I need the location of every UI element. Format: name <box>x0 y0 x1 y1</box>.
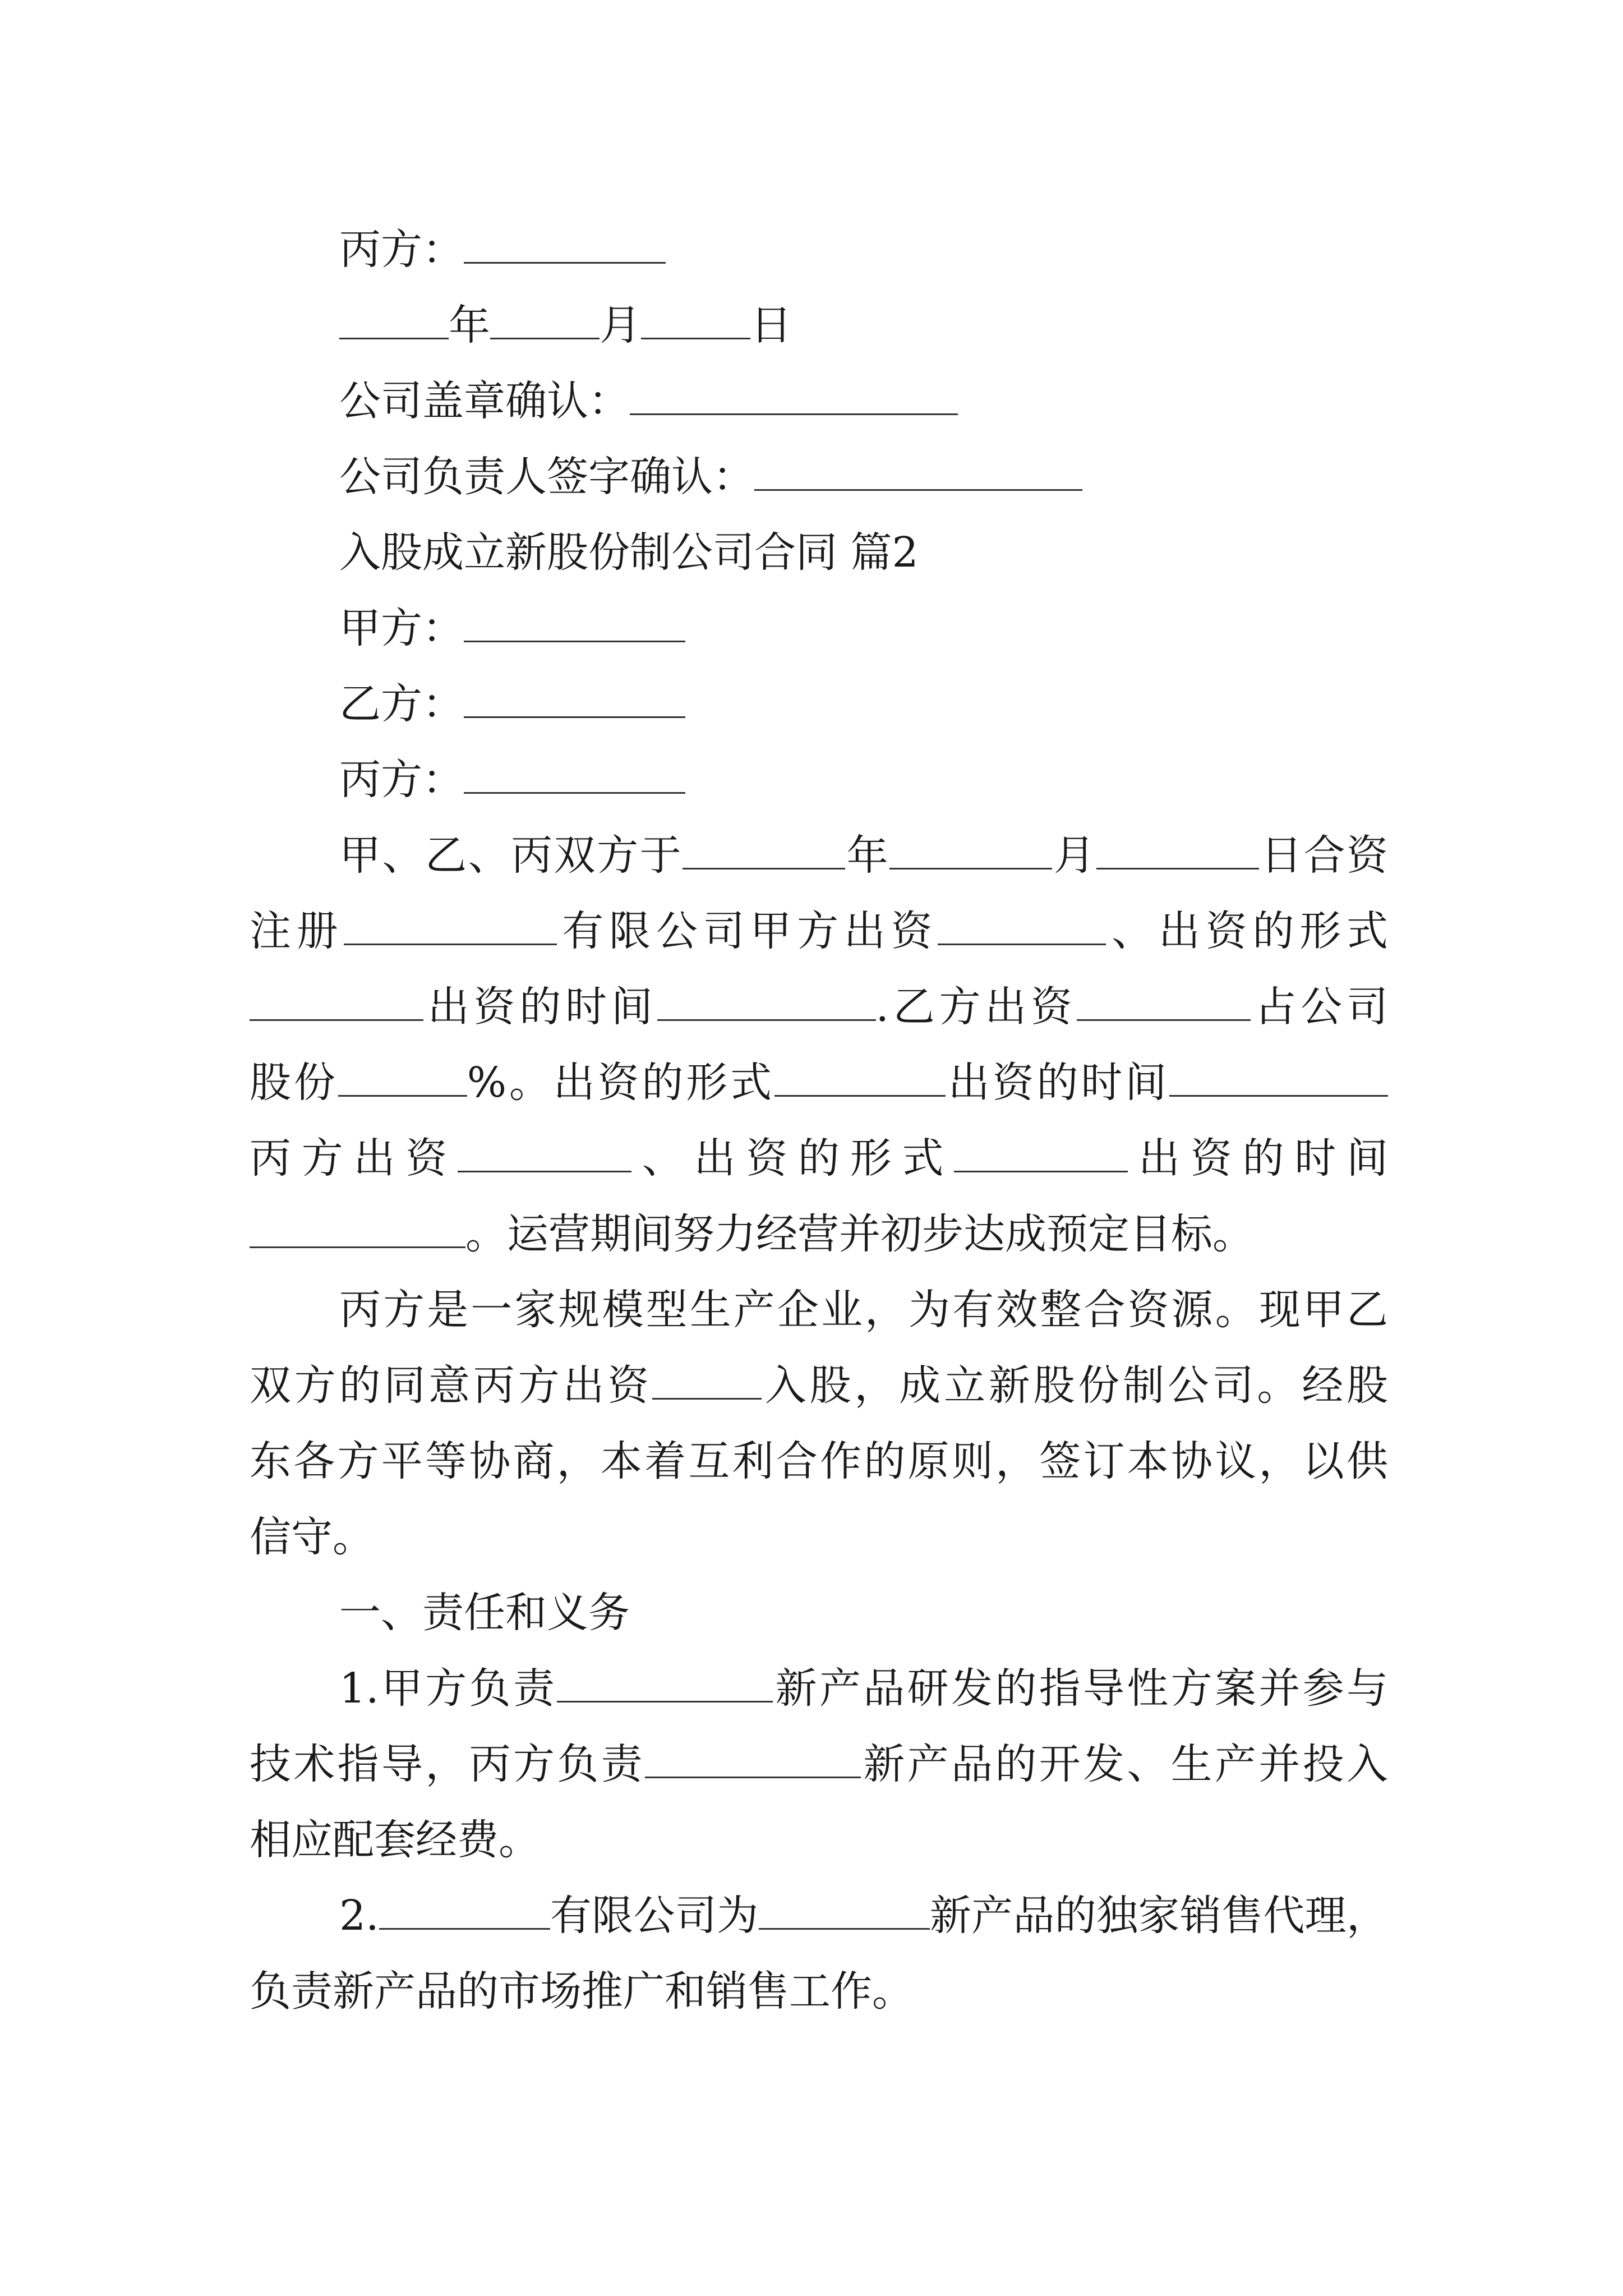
blank-field <box>938 907 1106 945</box>
party-b-blank <box>464 679 685 718</box>
blank-field <box>557 1664 773 1703</box>
text-segment: 、出资的形式 <box>631 1134 955 1182</box>
year-label: 年 <box>449 301 490 349</box>
signature-label: 公司负责人签字确认： <box>339 453 754 501</box>
blank-field <box>1169 1058 1388 1097</box>
day-blank <box>641 301 750 339</box>
text-segment: 年 <box>845 831 890 880</box>
item2-line1 <box>339 1888 1388 1944</box>
text-segment: 占公司 <box>1250 983 1389 1031</box>
party-c-label: 丙方： <box>339 226 464 274</box>
blank-field <box>250 982 423 1021</box>
blank-field <box>645 1740 861 1778</box>
text-segment: 有限公司甲方出资 <box>556 907 938 955</box>
blank-field <box>889 831 1052 869</box>
month-label: 月 <box>600 301 641 349</box>
company-seal-blank <box>630 376 958 415</box>
para1-line3 <box>250 979 1388 1035</box>
text-segment: 技术指导，丙方负责 <box>250 1740 645 1788</box>
party-c2-blank <box>464 755 685 794</box>
text-segment: 出资的时间 <box>945 1059 1170 1107</box>
party-a-line <box>339 600 1388 656</box>
party-c-line <box>339 222 1388 278</box>
para2-line4: 信守。 <box>250 1513 374 1561</box>
text-segment: 注册 <box>250 907 344 955</box>
text-segment: 新产品的独家销售代理， <box>929 1892 1389 1940</box>
para1-line5 <box>250 1130 1388 1186</box>
para1-line6 <box>250 1206 1388 1262</box>
text-segment: %。出资的形式 <box>467 1059 774 1107</box>
text-segment: 新产品研发的指导性方案并参与 <box>773 1664 1389 1713</box>
item1-line1 <box>339 1660 1388 1717</box>
text-segment: 丙方出资 <box>250 1134 458 1182</box>
party-c-blank <box>464 225 666 264</box>
text-segment: 甲、乙、丙双方于 <box>339 831 683 880</box>
para1-line2 <box>250 903 1388 959</box>
text-segment: 双方的同意丙方出资 <box>250 1361 653 1410</box>
blank-field <box>379 1891 550 1930</box>
blank-field <box>657 982 876 1021</box>
text-segment: 月 <box>1052 831 1097 880</box>
text-segment: 。运营期间努力经营并初步达成预定目标。 <box>465 1210 1254 1258</box>
party-a-label: 甲方： <box>339 604 464 652</box>
company-seal-line <box>339 373 1388 429</box>
text-segment: 日合资 <box>1259 831 1389 880</box>
day-label: 日 <box>750 301 792 349</box>
blank-field <box>652 1361 762 1400</box>
party-a-blank <box>464 604 685 642</box>
text-segment: 出资的时间 <box>423 983 657 1031</box>
para2-line2 <box>250 1358 1388 1414</box>
para1-line4 <box>250 1055 1388 1111</box>
text-segment: 新产品的开发、生产并投入 <box>861 1740 1388 1788</box>
para2-line3: 东各方平等协商，本着互利合作的原则，签订本协议，以供 <box>250 1437 1388 1485</box>
section-heading: 入股成立新股份制公司合同 篇2 <box>339 528 919 577</box>
text-segment: 2. <box>339 1892 379 1940</box>
text-segment: 有限公司为 <box>550 1892 759 1940</box>
text-segment: 、出资的形式 <box>1106 907 1389 955</box>
signature-line <box>339 449 1388 505</box>
blank-field <box>954 1134 1128 1172</box>
text-segment: 1.甲方负责 <box>339 1664 557 1713</box>
party-c2-label: 丙方： <box>339 756 464 804</box>
para2-line1: 丙方是一家规模型生产企业，为有效整合资源。现甲乙 <box>339 1286 1388 1334</box>
item2-line2: 负责新产品的市场推广和销售工作。 <box>250 1967 914 2016</box>
blank-field <box>250 1209 465 1248</box>
signature-blank <box>754 452 1082 491</box>
section1-heading: 一、责任和义务 <box>339 1589 630 1637</box>
date-line <box>339 297 1388 353</box>
blank-field <box>683 831 845 869</box>
blank-field <box>759 1891 930 1930</box>
blank-field <box>1077 982 1251 1021</box>
text-segment: 股份 <box>250 1059 338 1107</box>
party-b-label: 乙方： <box>339 680 464 728</box>
blank-field <box>774 1058 946 1097</box>
blank-field <box>458 1134 631 1172</box>
text-segment: 入股，成立新股份制公司。经股 <box>762 1361 1389 1410</box>
company-seal-label: 公司盖章确认： <box>339 377 630 425</box>
blank-field <box>344 907 557 945</box>
party-b-line <box>339 676 1388 732</box>
month-blank <box>490 301 600 339</box>
para1-line1 <box>339 827 1388 884</box>
blank-field <box>1096 831 1259 869</box>
text-segment: .乙方出资 <box>875 983 1077 1031</box>
party-c2-line <box>339 752 1388 808</box>
blank-field <box>338 1058 467 1097</box>
year-blank <box>339 301 449 339</box>
text-segment: 出资的时间 <box>1128 1134 1388 1182</box>
item1-line3: 相应配套经费。 <box>250 1816 540 1864</box>
item1-line2 <box>250 1736 1388 1792</box>
